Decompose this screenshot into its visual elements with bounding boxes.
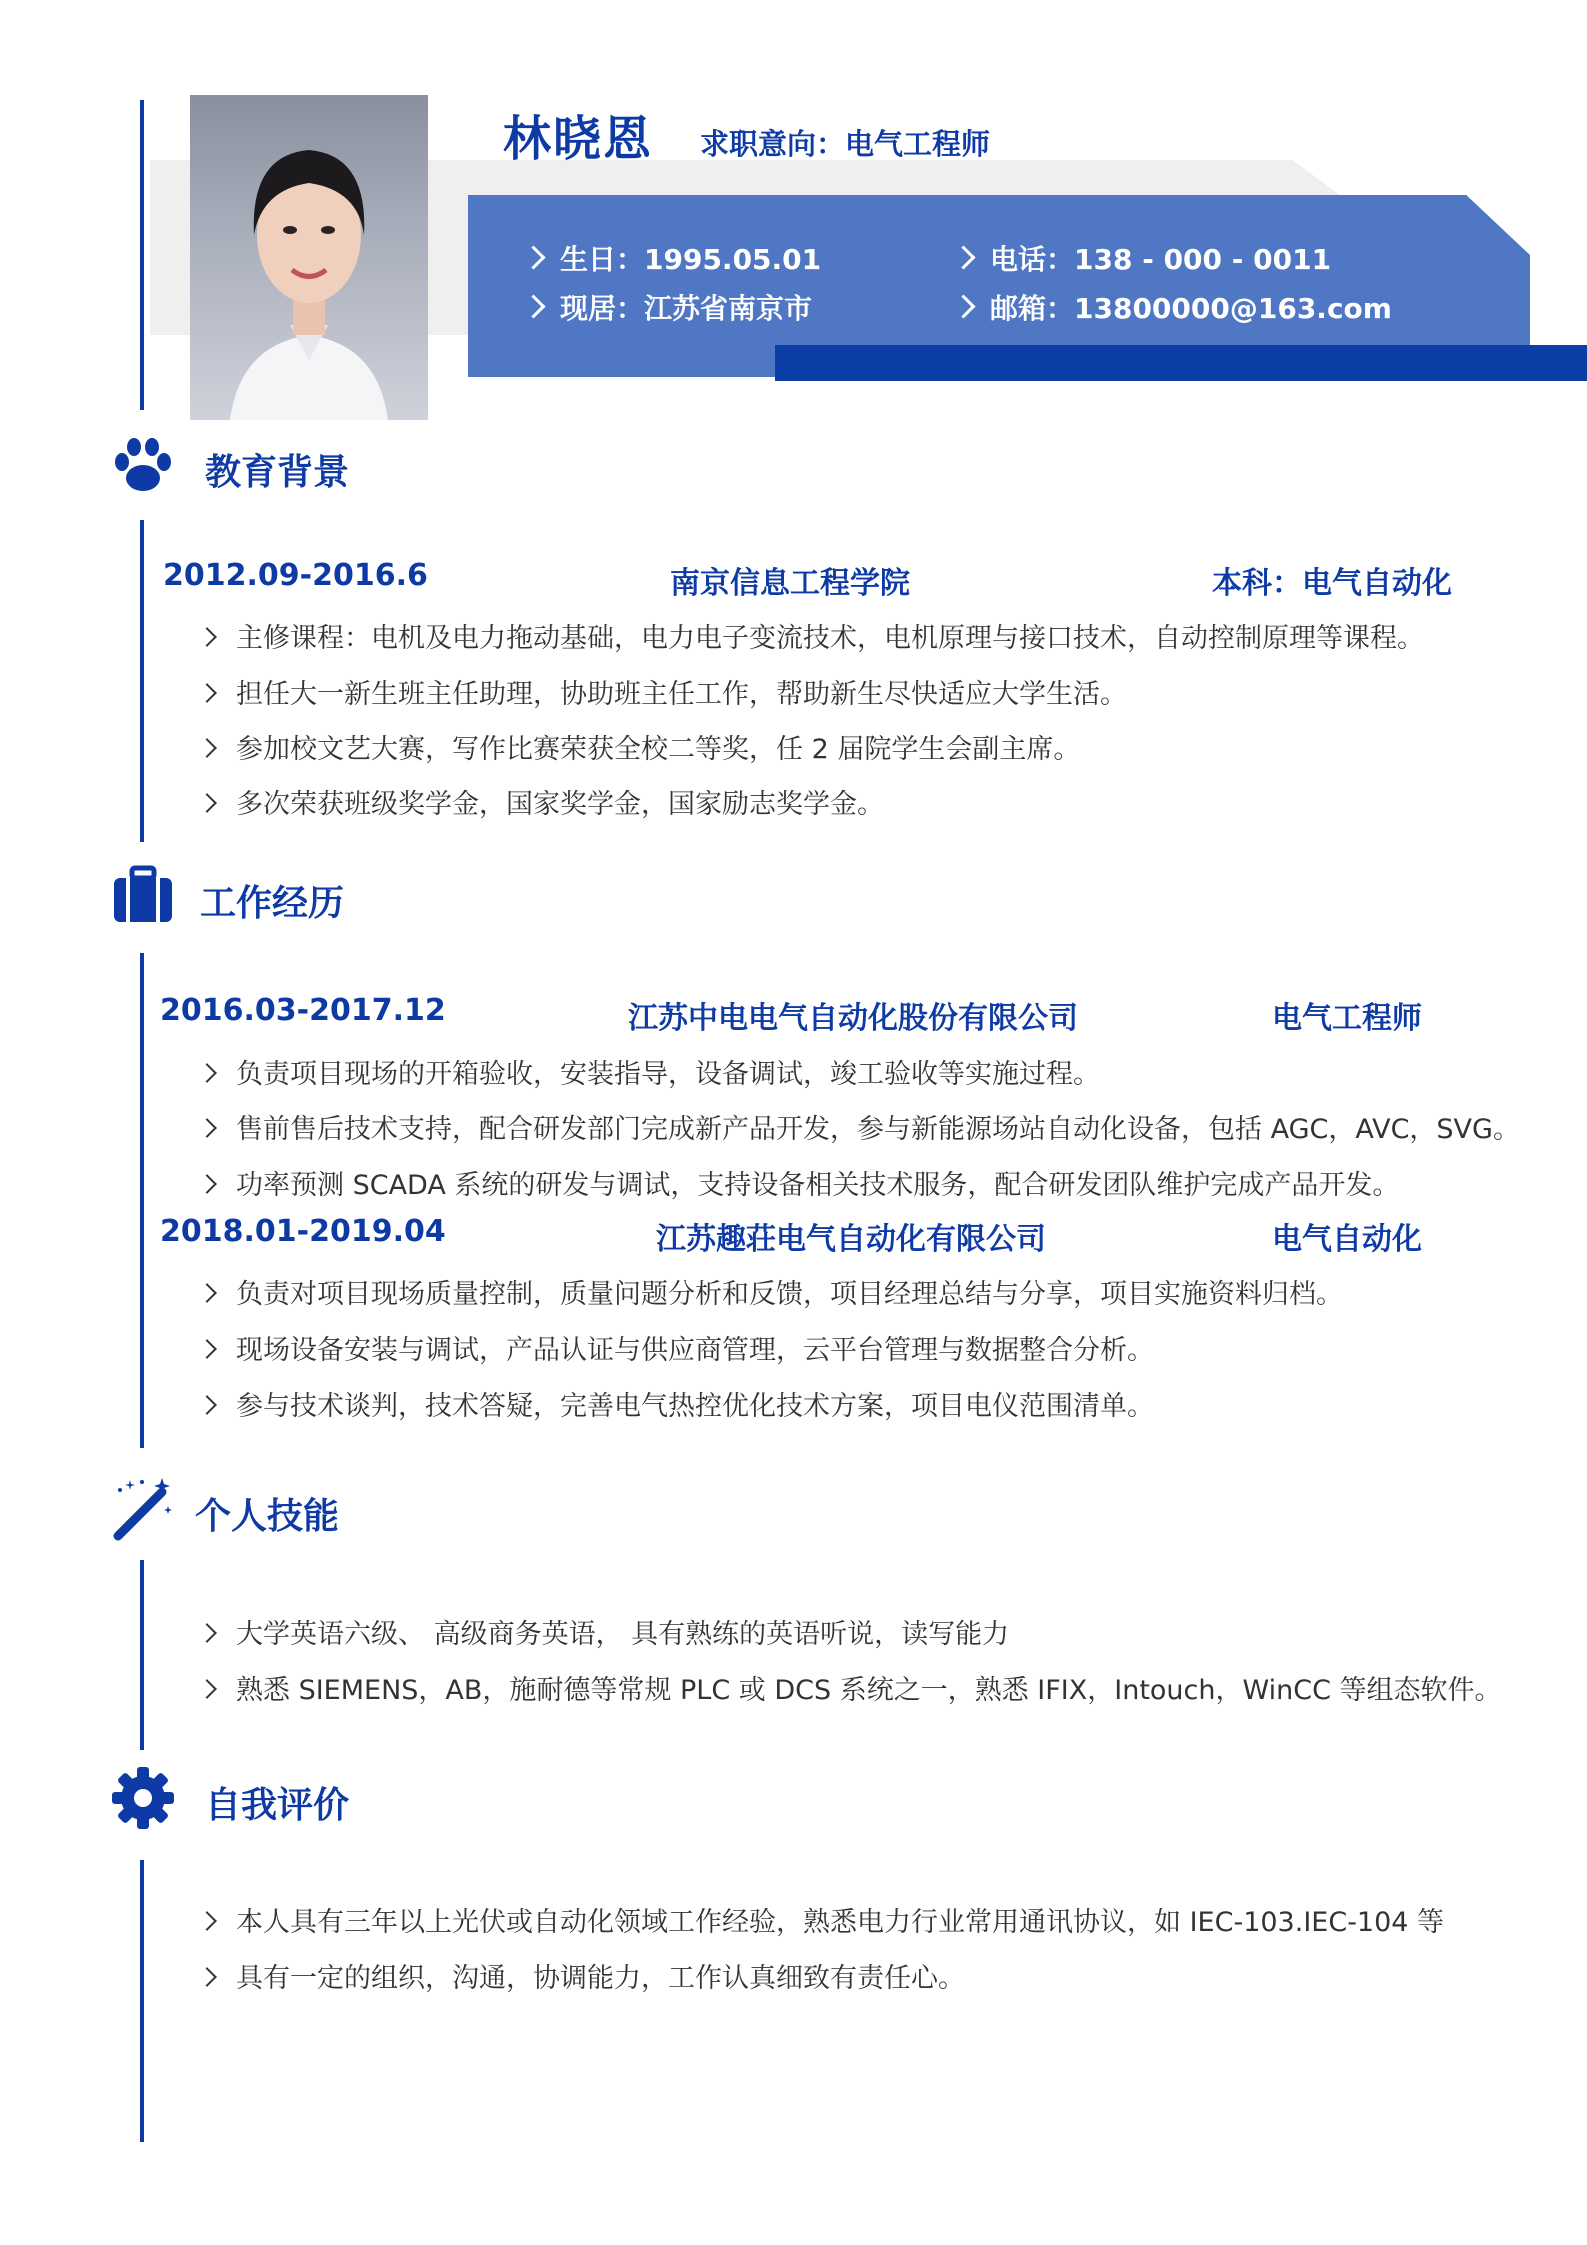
list-item: 现场设备安装与调试，产品认证与供应商管理，云平台管理与数据整合分析。 [200, 1328, 1154, 1367]
job-role: 电气自动化 [1272, 1222, 1422, 1257]
list-item: 参加校文艺大赛，写作比赛荣获全校二等奖，任 2 届院学生会副主席。 [200, 727, 1080, 766]
edu-degree: 本科：电气自动化 [1212, 566, 1452, 601]
section-title-skills: 个人技能 [195, 1496, 340, 1537]
info-residence: 现居：江苏省南京市 [525, 287, 812, 327]
job-company: 江苏趣荘电气自动化有限公司 [656, 1222, 1046, 1257]
candidate-name: 林晓恩 [503, 111, 654, 167]
info-phone: 电话：138 - 000 - 0011 [955, 238, 1331, 278]
profile-photo [190, 95, 428, 420]
list-item: 熟悉 SIEMENS，AB，施耐德等常规 PLC 或 DCS 系统之一，熟悉 IFIX，Intouch，WinCC 等组态软件。 [200, 1668, 1502, 1707]
info-email: 邮箱：13800000@163.com [955, 287, 1392, 327]
list-item: 本人具有三年以上光伏或自动化领域工作经验，熟悉电力行业常用通讯协议，如 IEC-103.IEC-104 等 [200, 1900, 1444, 1939]
job-intent: 求职意向：电气工程师 [700, 127, 991, 161]
timeline-line-4 [140, 1560, 144, 1750]
section-title-self: 自我评价 [205, 1785, 350, 1826]
list-item: 参与技术谈判，技术答疑，完善电气热控优化技术方案，项目电仪范围清单。 [200, 1384, 1154, 1423]
list-item: 具有一定的组织，沟通，协调能力，工作认真细致有责任心。 [200, 1956, 965, 1995]
list-item: 主修课程：电机及电力拖动基础，电力电子变流技术，电机原理与接口技术，自动控制原理等课程。 [200, 616, 1424, 655]
job-role: 电气工程师 [1272, 1001, 1422, 1036]
job-company: 江苏中电电气自动化股份有限公司 [628, 1001, 1078, 1036]
section-title-education: 教育背景 [205, 452, 350, 493]
list-item: 大学英语六级、 高级商务英语， 具有熟练的英语听说，读写能力 [200, 1612, 1009, 1651]
section-title-work: 工作经历 [200, 883, 345, 924]
header-navy-band [775, 345, 1587, 381]
list-item: 负责项目现场的开箱验收，安装指导，设备调试，竣工验收等实施过程。 [200, 1052, 1100, 1091]
timeline-line-1 [140, 100, 144, 410]
list-item: 功率预测 SCADA 系统的研发与调试，支持设备相关技术服务，配合研发团队维护完成产品开发。 [200, 1163, 1399, 1202]
job-period: 2018.01-2019.04 [160, 1214, 446, 1249]
timeline-line-5 [140, 1860, 144, 2142]
list-item: 负责对项目现场质量控制，质量问题分析和反馈，项目经理总结与分享，项目实施资料归档。 [200, 1272, 1343, 1311]
list-item: 多次荣获班级奖学金，国家奖学金，国家励志奖学金。 [200, 782, 884, 821]
job-period: 2016.03-2017.12 [160, 993, 446, 1028]
edu-school: 南京信息工程学院 [670, 566, 910, 601]
magic-wand-icon [110, 1476, 176, 1542]
info-birth: 生日：1995.05.01 [525, 238, 821, 278]
edu-period: 2012.09-2016.6 [163, 558, 428, 593]
gear-icon [110, 1765, 176, 1831]
timeline-line-3 [140, 953, 144, 1448]
list-item: 售前售后技术支持，配合研发部门完成新产品开发，参与新能源场站自动化设备，包括 AGC，AVC，SVG。 [200, 1107, 1520, 1146]
timeline-line-2 [140, 520, 144, 842]
briefcase-icon [110, 862, 176, 928]
list-item: 担任大一新生班主任助理，协助班主任工作，帮助新生尽快适应大学生活。 [200, 672, 1127, 711]
paw-icon [110, 432, 176, 498]
